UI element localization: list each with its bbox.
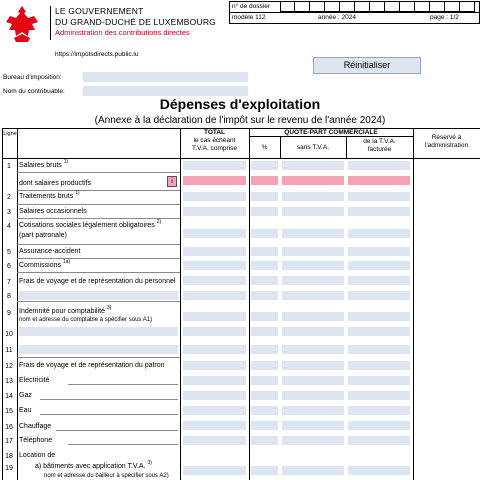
percent-input-17[interactable] (251, 436, 278, 445)
description-input-8[interactable] (19, 291, 178, 300)
logo-divider (50, 6, 51, 40)
total-input-3[interactable] (183, 207, 246, 216)
page-subtitle: (Annexe à la déclaration de l'impôt sur le revenu de l'année 2024) (94, 115, 386, 126)
tva-input-6[interactable] (348, 261, 410, 270)
row-label-text: Traitements bruts (19, 193, 74, 200)
supplier-line-15 (40, 414, 178, 415)
line-number: 9 (7, 310, 11, 317)
sans-tva-input-2[interactable] (282, 192, 344, 201)
sans-tva-input-3[interactable] (282, 207, 344, 216)
description-input-11[interactable] (19, 345, 178, 354)
row-label-assurance-accident: Assurance-accident (19, 248, 81, 255)
gov-line-3: Administration des contributions directes (55, 28, 190, 37)
tva-input-13[interactable] (348, 376, 410, 385)
gov-line-1: LE GOUVERNEMENT (55, 6, 144, 16)
dossier-divider (229, 12, 480, 13)
row-label-commissions (19, 259, 71, 269)
sans-tva-input-17[interactable] (282, 436, 344, 445)
footnote-ref: 2) (156, 219, 162, 225)
percent-input-1[interactable] (251, 161, 278, 170)
sans-tva-input-1[interactable] (282, 161, 344, 170)
footnote-ref: 3) (147, 460, 152, 466)
total-input-6[interactable] (183, 261, 246, 270)
total-input-16[interactable] (183, 421, 246, 430)
percent-input-4[interactable] (251, 229, 278, 238)
percent-input-16[interactable] (251, 421, 278, 430)
header-total-sub2: T.V.A. comprise (192, 145, 237, 152)
line-number: 15 (5, 408, 13, 415)
footnote-ref: 1) (75, 190, 80, 196)
tva-input-14[interactable] (348, 391, 410, 400)
total-input-12[interactable] (183, 361, 246, 370)
sans-tva-input-12[interactable] (282, 361, 344, 370)
row-label-text: a) bâtiments avec application T.V.A. (35, 463, 146, 470)
line-number: 16 (5, 424, 13, 431)
total-input-5[interactable] (183, 247, 246, 256)
header-tva-1: de la T.V.A. (363, 138, 396, 145)
tva-input-8[interactable] (348, 291, 410, 300)
total-input-7[interactable] (183, 276, 246, 285)
sans-tva-input-9[interactable] (282, 312, 344, 321)
percent-input-15[interactable] (251, 406, 278, 415)
sans-tva-input-1b[interactable] (282, 176, 344, 185)
line-number: 17 (5, 438, 13, 445)
row-label-text: Cotisations sociales légalement obligatoires (19, 222, 155, 229)
row-label-electricite: Electricité (19, 377, 50, 384)
bureau-label: Bureau d'imposition: (3, 74, 62, 81)
row-label-salaires-bruts (19, 159, 69, 169)
percent-input-12[interactable] (251, 361, 278, 370)
description-input-10[interactable] (19, 327, 178, 336)
row-label-traitements-bruts (19, 190, 80, 200)
info-icon: i (171, 178, 173, 185)
tva-input-1b[interactable] (348, 176, 410, 185)
total-input-14[interactable] (183, 391, 246, 400)
line-number: 14 (5, 393, 13, 400)
total-input-1[interactable] (183, 161, 246, 170)
footnote-ref: 1a) (62, 259, 71, 265)
supplier-line-13 (68, 384, 178, 385)
tva-input-12[interactable] (348, 361, 410, 370)
tva-input-16[interactable] (348, 421, 410, 430)
percent-input-2[interactable] (251, 192, 278, 201)
total-input-11[interactable] (183, 345, 246, 354)
line-number: 2 (7, 194, 11, 201)
contribuable-label: Nom du contribuable: (3, 88, 65, 95)
percent-input-14[interactable] (251, 391, 278, 400)
line-number: 12 (5, 363, 13, 370)
dossier-digit-boxes[interactable] (280, 0, 480, 12)
tva-input-9[interactable] (348, 312, 410, 321)
total-input-10[interactable] (183, 327, 246, 336)
info-button[interactable] (167, 176, 177, 187)
page-label: page : 1/2 (430, 14, 459, 21)
sans-tva-input-15[interactable] (282, 406, 344, 415)
contribuable-input[interactable] (83, 86, 248, 96)
total-input-17[interactable] (183, 436, 246, 445)
percent-input-10[interactable] (251, 327, 278, 336)
tva-input-19[interactable] (348, 466, 410, 475)
website-url: https://impotsdirects.public.lu (55, 51, 139, 58)
sans-tva-input-5[interactable] (282, 247, 344, 256)
row-label-chauffage: Chauffage (19, 423, 52, 430)
supplier-line-17 (68, 444, 178, 445)
percent-input-5[interactable] (251, 247, 278, 256)
header-ligne: Ligne (3, 131, 17, 137)
header-quote-part: QUOTE-PART COMMERCIALE (284, 129, 378, 136)
footnote-ref: 3) (106, 305, 112, 311)
row-label-cotisations-sociales (19, 219, 162, 229)
total-input-9[interactable] (183, 312, 246, 321)
line-number: 4 (7, 223, 11, 230)
line-number: 6 (7, 263, 11, 270)
row-label-batiments (35, 460, 152, 470)
percent-input-7[interactable] (251, 276, 278, 285)
sans-tva-input-14[interactable] (282, 391, 344, 400)
sans-tva-input-8[interactable] (282, 291, 344, 300)
line-number: 19 (5, 465, 13, 472)
percent-input-19[interactable] (251, 466, 278, 475)
percent-input-8[interactable] (251, 291, 278, 300)
total-input-2[interactable] (183, 192, 246, 201)
model-label: modèle 112 (232, 14, 266, 21)
year-label: année : 2024 (318, 14, 356, 21)
tva-input-17[interactable] (348, 436, 410, 445)
row-label-text: Indemnité pour comptabilité (19, 308, 105, 315)
line-number: 8 (7, 293, 11, 300)
header-reserve-2: l'administration (424, 142, 469, 149)
line-number: 5 (7, 249, 11, 256)
sans-tva-input-4[interactable] (282, 229, 344, 238)
total-input-4[interactable] (183, 229, 246, 238)
tva-input-2[interactable] (348, 192, 410, 201)
footnote-ref: 1) (63, 159, 69, 165)
row-label-salaires-productifs: dont salaires productifs (19, 180, 91, 187)
line-number: 7 (7, 279, 11, 286)
bureau-input[interactable] (83, 72, 248, 82)
line-number: 1 (7, 163, 11, 170)
header-sans-tva: sans T.V.A. (296, 144, 330, 151)
sans-tva-input-19[interactable] (282, 466, 344, 475)
dossier-label: n° de dossier (232, 3, 271, 10)
row-label-text: Salaires bruts (19, 162, 62, 169)
sans-tva-input-13[interactable] (282, 376, 344, 385)
page-title: Dépenses d'exploitation (159, 96, 321, 112)
row-label-telephone: Téléphone (19, 437, 53, 444)
total-input-15[interactable] (183, 406, 246, 415)
header-total-title: TOTAL (203, 129, 226, 136)
row-label-text: Commissions (19, 262, 62, 269)
header-percent: % (261, 144, 268, 151)
sans-tva-input-7[interactable] (282, 276, 344, 285)
total-input-1b[interactable] (183, 176, 246, 185)
sans-tva-input-16[interactable] (282, 421, 344, 430)
row-label-salaires-occasionnels: Salaires occasionnels (19, 208, 87, 215)
line-number: 13 (5, 378, 13, 385)
percent-input-1b[interactable] (251, 176, 278, 185)
percent-input-3[interactable] (251, 207, 278, 216)
tva-input-4[interactable] (348, 229, 410, 238)
row-label-indemnite-comptabilite (19, 305, 112, 315)
gov-line-2: DU GRAND-DUCHÉ DE LUXEMBOURG (55, 17, 216, 27)
percent-input-6[interactable] (251, 261, 278, 270)
row-label-comptable-note: nom et adresse du comptable à spécifier sous A1) (19, 317, 153, 323)
line-number: 18 (5, 453, 13, 460)
supplier-line-14 (40, 399, 178, 400)
header-tva-2: facturée (367, 146, 392, 153)
line-number: 11 (5, 347, 13, 354)
total-input-13[interactable] (183, 376, 246, 385)
supplier-line-16 (56, 430, 178, 431)
percent-input-13[interactable] (251, 376, 278, 385)
tva-input-1[interactable] (348, 161, 410, 170)
tva-input-7[interactable] (348, 276, 410, 285)
row-label-frais-patron: Frais de voyage et de représentation du patron (19, 362, 165, 369)
row-label-location: Location de (19, 452, 56, 459)
line-number: 3 (7, 209, 11, 216)
percent-input-11[interactable] (251, 345, 278, 354)
row-label-eau: Eau (19, 407, 32, 414)
percent-input-9[interactable] (251, 312, 278, 321)
tva-input-3[interactable] (348, 207, 410, 216)
row-label-bailleur-note: nom et adresse du bailleur à spécifier sous A2) (44, 473, 169, 479)
line-number: 10 (5, 331, 13, 338)
coat-of-arms-logo (4, 4, 40, 44)
reset-button[interactable]: Réinitialiser (313, 57, 421, 74)
tva-input-5[interactable] (348, 247, 410, 256)
total-input-8[interactable] (183, 291, 246, 300)
tva-input-15[interactable] (348, 406, 410, 415)
tva-input-10[interactable] (348, 327, 410, 336)
total-input-19[interactable] (183, 466, 246, 475)
row-label-part-patronale: (part patronale) (19, 232, 67, 239)
header-total-sub1: le cas échéant (193, 137, 236, 144)
tva-input-11[interactable] (348, 345, 410, 354)
sans-tva-input-11[interactable] (282, 345, 344, 354)
sans-tva-input-6[interactable] (282, 261, 344, 270)
sans-tva-input-10[interactable] (282, 327, 344, 336)
row-label-gaz: Gaz (19, 392, 32, 399)
row-label-frais-personnel: Frais de voyage et de représentation du personnel (19, 278, 176, 285)
header-reserve-1: Réservé à (431, 134, 462, 141)
